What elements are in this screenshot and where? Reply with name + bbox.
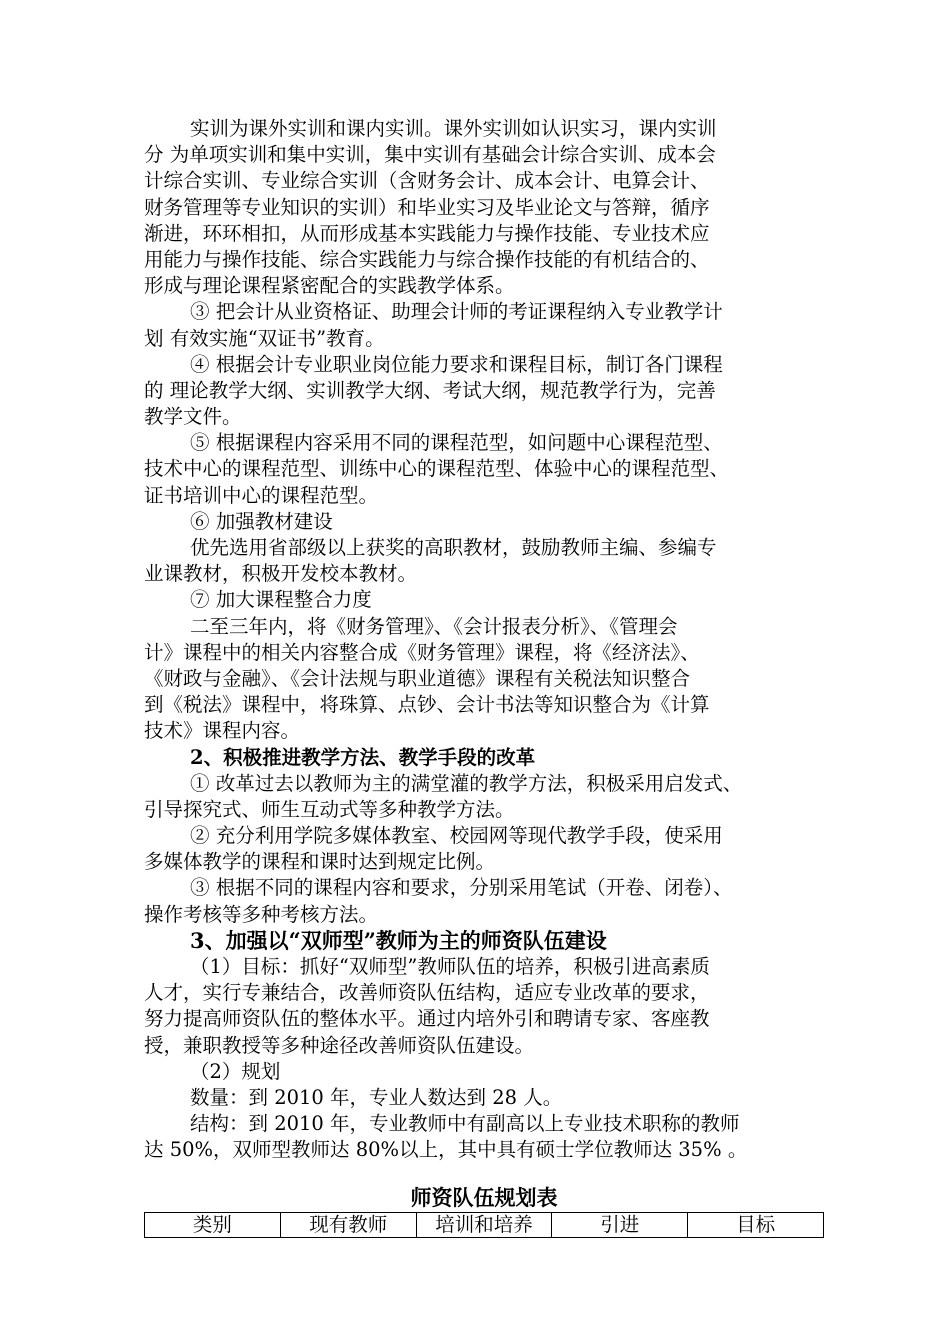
text-line: 授，兼职教授等多种途径改善师资队伍建设。 (144, 1033, 535, 1057)
table-header-cell: 引进 (552, 1212, 688, 1237)
text-line: 二至三年内，将《财务管理》、《会计报表分析》、《管理会 (190, 614, 678, 638)
paragraph (144, 614, 824, 745)
paragraph (144, 954, 824, 1059)
text-line: 努力提高师资队伍的整体水平。通过内培外引和聘请专家、客座教 (144, 1007, 710, 1031)
paragraph (144, 823, 824, 875)
paragraph (144, 1085, 824, 1111)
text-line: （2）规划 (190, 1059, 281, 1083)
table-header-cell: 类别 (145, 1212, 281, 1237)
paragraph (144, 587, 824, 613)
text-line: 达 50%，双师型教师达 80%以上，其中具有硕士学位教师达 35% 。 (144, 1138, 748, 1162)
table-title: 师资队伍规划表 (410, 1184, 558, 1210)
text-line: 财务管理等专业知识的实训）和毕业实习及毕业论文与答辩，循序 (144, 195, 710, 219)
text-line: 到《税法》课程中，将珠算、点钞、会计书法等知识整合为《计算 (144, 693, 710, 717)
paragraph (144, 509, 824, 535)
text-line: 渐进，环环相扣，从而形成基本实践能力与操作技能、专业技术应 (144, 221, 710, 245)
text-line: 教学文件。 (144, 405, 242, 429)
table-header-cell: 培训和培养 (416, 1212, 552, 1237)
table-header-row (145, 1212, 824, 1237)
text-line: 的 理论教学大纲、实训教学大纲、考试大纲，规范教学行为，完善 (144, 378, 716, 402)
text-line: 分 为单项实训和集中实训，集中实训有基础会计综合实训、成本会 (144, 143, 716, 167)
text-line: ② 充分利用学院多媒体教室、校园网等现代教学手段，使采用 (190, 824, 723, 848)
text-line: 结构：到 2010 年，专业教师中有副高以上专业技术职称的教师 (190, 1112, 740, 1136)
paragraph (144, 535, 824, 587)
text-line: 形成与理论课程紧密配合的实践教学体系。 (144, 274, 515, 298)
table-header-cell: 现有教师 (280, 1212, 416, 1237)
text-line: 技术》课程内容。 (144, 719, 301, 743)
text-line: 优先选用省部级以上获奖的高职教材，鼓励教师主编、参编专 (190, 536, 717, 559)
text-line: 多媒体教学的课程和课时达到规定比例。 (144, 850, 496, 874)
faculty-plan-table (144, 1212, 824, 1238)
text-line: ① 改革过去以教师为主的满堂灌的教学方法，积极采用启发式、 (190, 771, 743, 795)
text-line: ③ 把会计从业资格证、助理会计师的考证课程纳入专业教学计 (190, 300, 723, 324)
section-heading: 2、积极推进教学方法、教学手段的改革 (190, 745, 536, 769)
text-line: 数量：到 2010 年，专业人数达到 28 人。 (190, 1085, 563, 1109)
text-line: ⑥ 加强教材建设 (190, 509, 333, 533)
text-line: 业课教材，积极开发校本教材。 (144, 562, 418, 586)
text-line: ③ 根据不同的课程内容和要求，分别采用笔试（开卷、闭卷）、 (190, 876, 733, 900)
paragraph (144, 352, 824, 431)
text-line: 人才，实行专兼结合，改善师资队伍结构，适应专业改革的要求， (144, 981, 710, 1005)
text-line: ④ 根据会计专业职业岗位能力要求和课程目标，制订各门课程 (190, 352, 723, 376)
text-line: 技术中心的课程范型、训练中心的课程范型、体验中心的课程范型、 (144, 457, 730, 481)
paragraph (144, 1111, 824, 1163)
paragraph (144, 771, 824, 823)
paragraph (144, 1059, 824, 1085)
text-line: ⑤ 根据课程内容采用不同的课程范型，如问题中心课程范型、 (190, 431, 723, 455)
paragraph (144, 116, 824, 299)
text-line: 用能力与操作技能、综合实践能力与综合操作技能的有机结合的、 (144, 247, 710, 271)
text-line: 引导探究式、师生互动式等多种教学方法。 (144, 797, 515, 821)
text-line: 计综合实训、专业综合实训（含财务会计、成本会计、电算会计、 (144, 169, 710, 193)
text-line: 《财政与金融》、《会计法规与职业道德》课程有关税法知识整合 (144, 666, 691, 690)
spacer (144, 1164, 824, 1184)
paragraph (144, 430, 824, 509)
document-body (144, 116, 824, 1238)
text-line: 操作考核等多种考核方法。 (144, 902, 379, 926)
table-header-cell: 目标 (688, 1212, 824, 1237)
text-line: 实训为课外实训和课内实训。课外实训如认识实习，课内实训 (190, 117, 717, 140)
text-line: ⑦ 加大课程整合力度 (190, 588, 372, 612)
paragraph (144, 875, 824, 927)
paragraph (144, 299, 824, 351)
section-heading: 3、加强以“双师型”教师为主的师资队伍建设 (190, 927, 607, 953)
text-line: 证书培训中心的课程范型。 (144, 483, 379, 507)
text-line: （1）目标：抓好“双师型”教师队伍的培养，积极引进高素质 (190, 955, 710, 978)
text-line: 计》课程中的相关内容整合成《财务管理》课程，将《经济法》、 (144, 640, 700, 664)
text-line: 划 有效实施“双证书”教育。 (144, 326, 385, 350)
